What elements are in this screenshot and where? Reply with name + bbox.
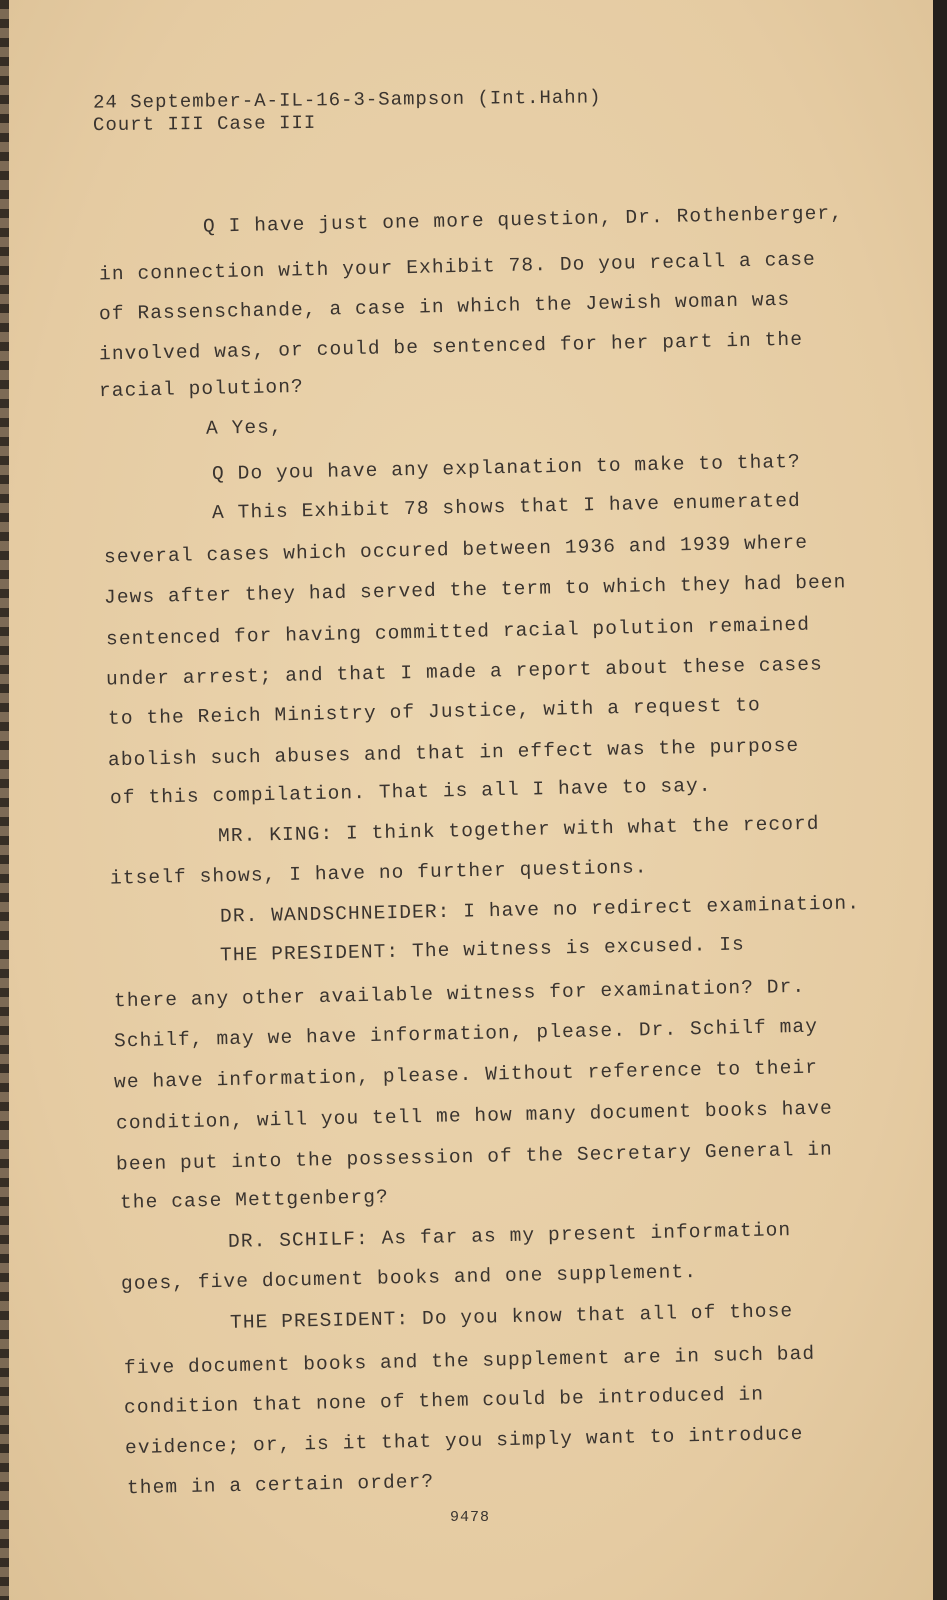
transcript-line: DR. SCHILF: As far as my present information (227, 1219, 792, 1253)
transcript-line: abolish such abuses and that in effect was the purpose (107, 734, 800, 772)
transcript-line: THE PRESIDENT: Do you know that all of those (229, 1300, 794, 1334)
transcript-line: itself shows, I have no further questions. (109, 856, 648, 890)
transcript-line: racial polution? (98, 375, 305, 403)
transcript-line: A This Exhibit 78 shows that I have enumerated (211, 489, 802, 525)
transcript-line: DR. WANDSCHNEIDER: I have no redirect examination. (219, 892, 861, 928)
transcript-line: several cases which occured between 1936 and 1939 where (103, 531, 809, 569)
transcript-line: to the Reich Ministry of Justice, with a request to (107, 694, 762, 730)
transcript-line: evidence; or, is it that you simply want to introduce (124, 1422, 804, 1460)
transcript-line: THE PRESIDENT: The witness is excused. Is (219, 933, 746, 967)
transcript-line: sentenced for having committed racial polution remained (105, 613, 811, 651)
transcript-line: we have information, please. Without reference to their (113, 1056, 819, 1094)
transcript-line: involved was, or could be sentenced for her part in the (98, 328, 804, 366)
transcript-line: of Rassenschande, a case in which the Jewish woman was (98, 288, 791, 326)
transcript-line: under arrest; and that I made a report about these cases (105, 653, 824, 691)
transcript-line: in connection with your Exhibit 78. Do you recall a case (98, 248, 817, 286)
transcript-line: there any other available witness for examination? Dr. (113, 975, 806, 1013)
header-line-1: 24 September-A-IL-16-3-Sampson (Int.Hahn) (92, 86, 602, 114)
spiral-binding-edge (0, 0, 9, 1600)
transcript-line: Schilf, may we have information, please. Dr. Schilf may (113, 1015, 819, 1053)
transcript-line: Jews after they had served the term to which they had been (103, 571, 847, 609)
transcript-line: condition, will you tell me how many document books have (115, 1097, 834, 1135)
transcript-line: goes, five document books and one supplement. (120, 1260, 698, 1296)
transcript-line: A Yes, (205, 416, 284, 440)
page-number: 9478 (450, 1509, 491, 1526)
transcript-line: the case Mettgenberg? (119, 1186, 390, 1214)
transcript-line: five document books and the supplement are in such bad (123, 1342, 816, 1380)
transcript-line: Q Do you have any explanation to make to that? (211, 450, 802, 486)
transcript-line: been put into the possession of the Secretary General in (115, 1138, 834, 1176)
transcript-line: MR. KING: I think together with what the record (217, 812, 820, 848)
transcript-line: of this compilation. That is all I have to say. (109, 774, 712, 810)
header-line-2: Court III Case III (92, 111, 317, 137)
transcript-line: them in a certain order? (126, 1470, 435, 1500)
transcript-line: Q I have just one more question, Dr. Rothenberger, (202, 202, 844, 238)
transcript-line: condition that none of them could be introduced in (123, 1383, 765, 1419)
